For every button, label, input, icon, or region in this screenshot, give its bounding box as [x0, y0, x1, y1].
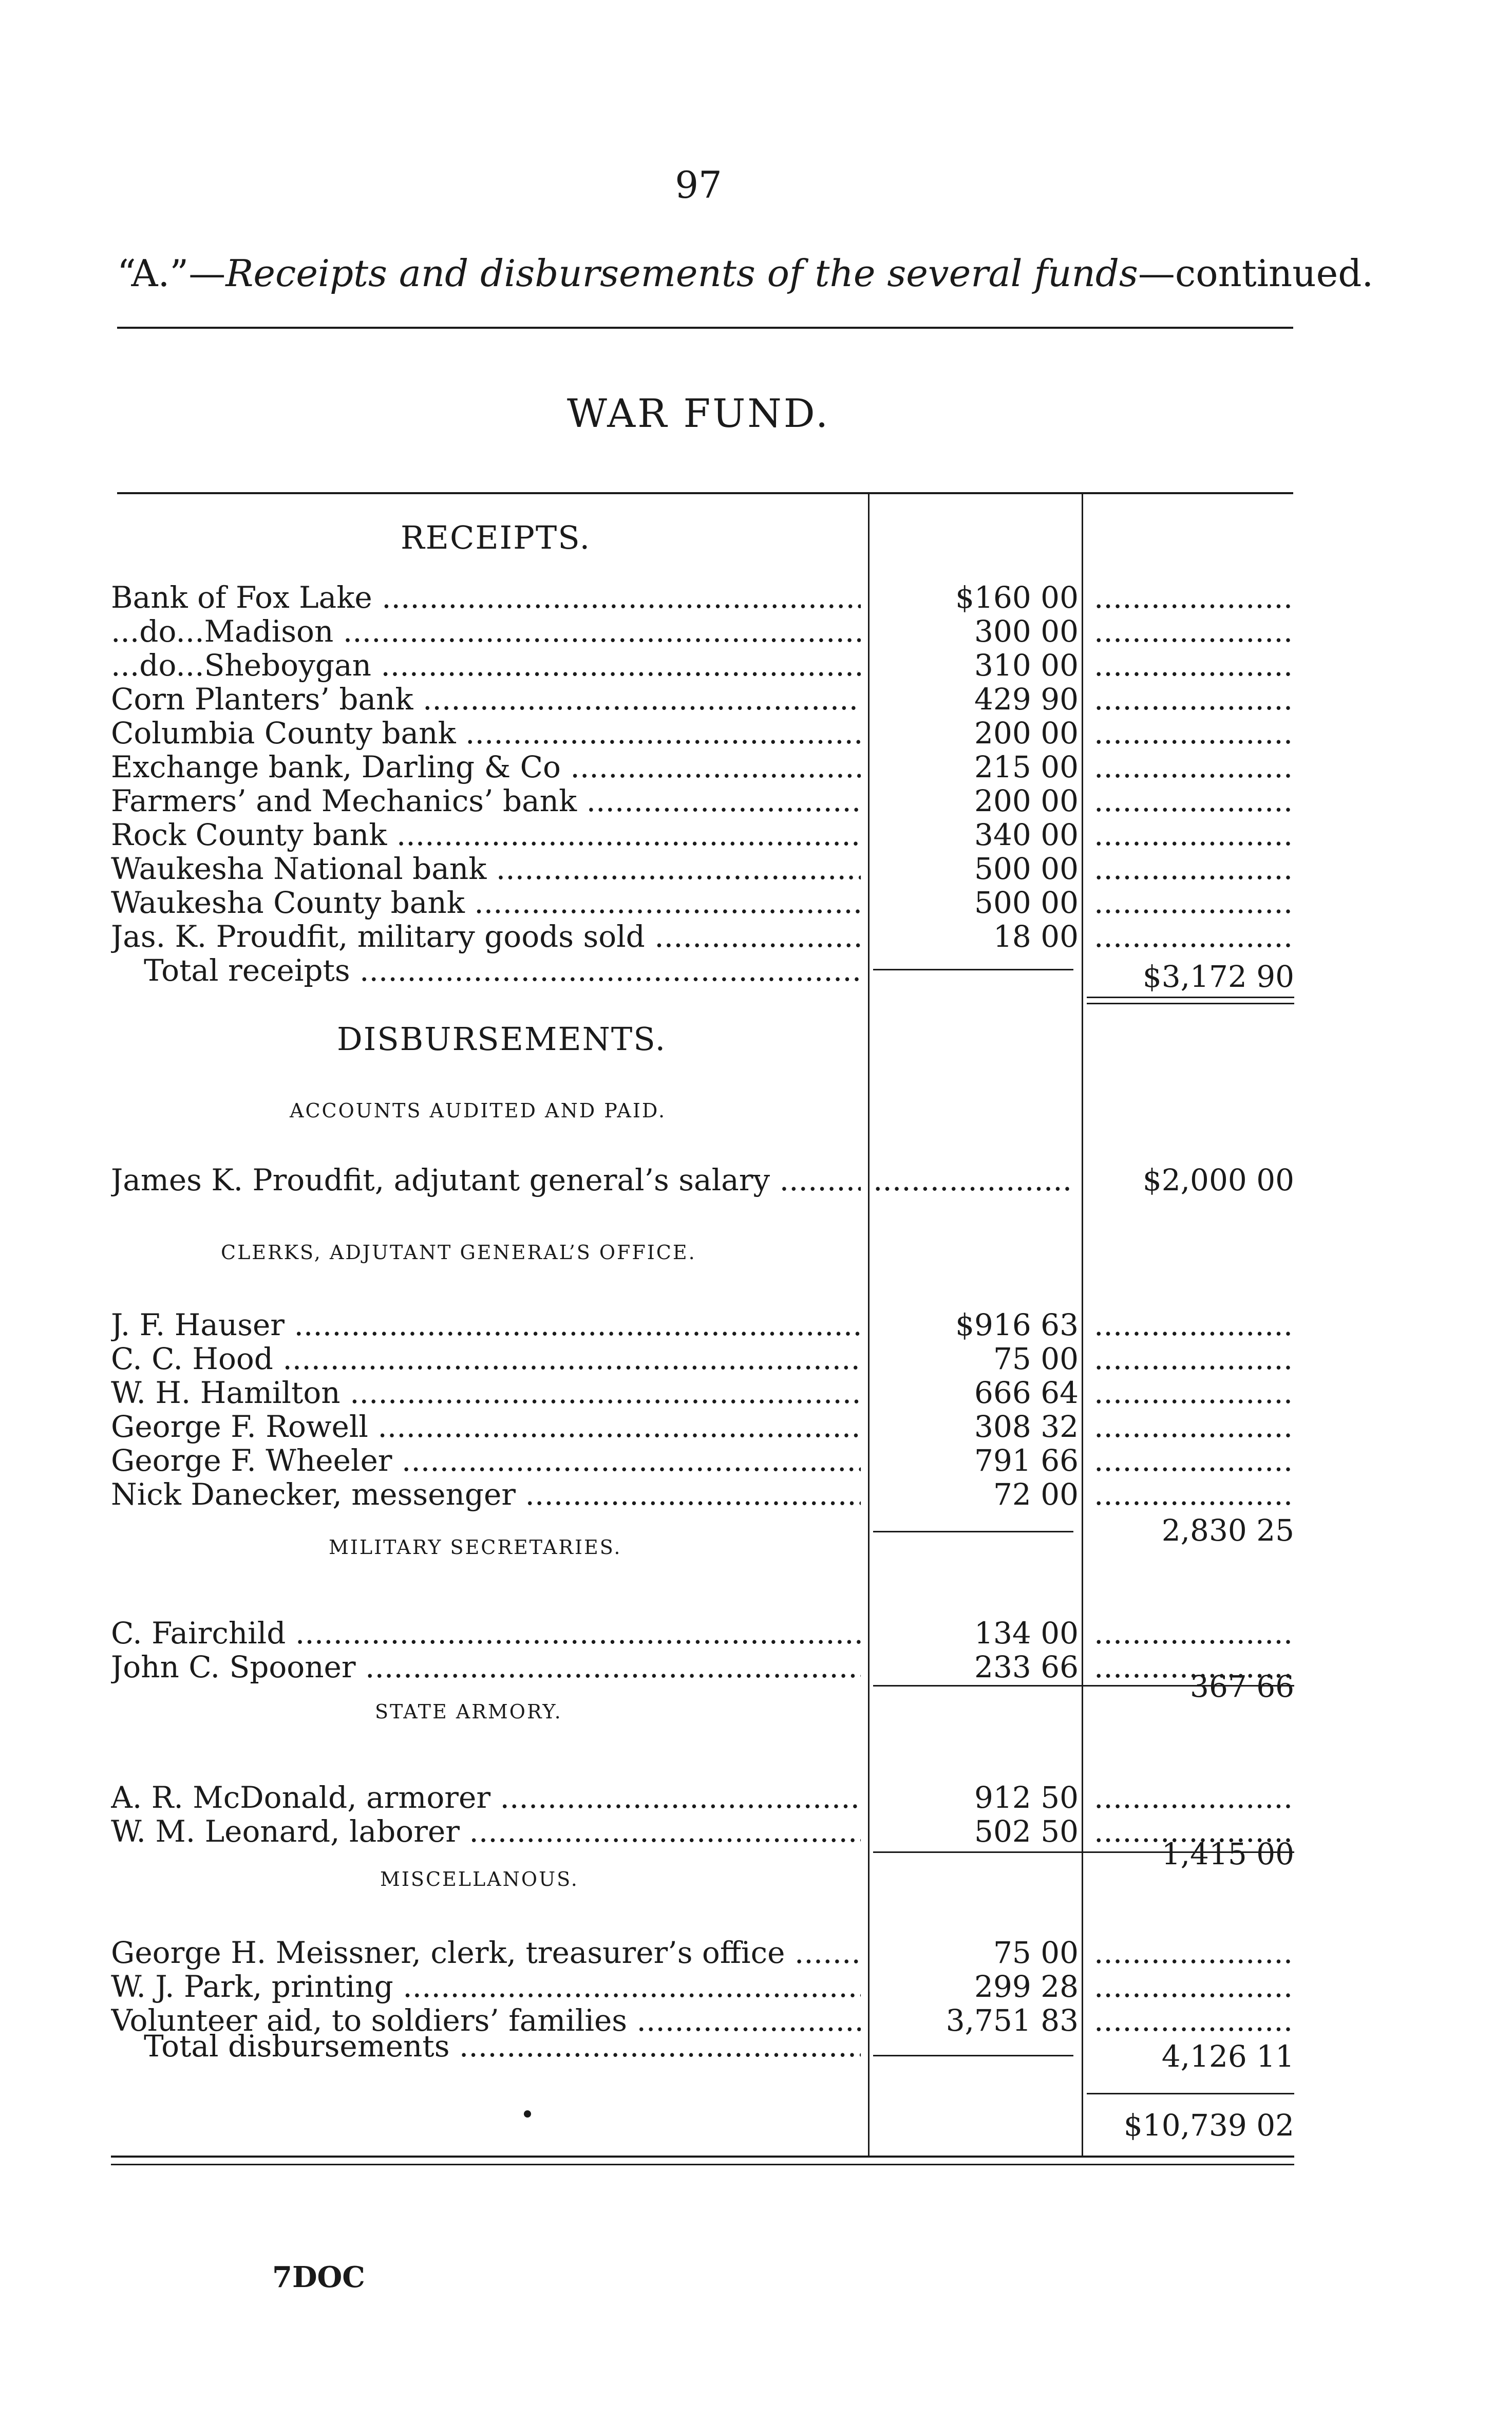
column-line-left: [868, 493, 870, 2158]
salary-row-dots: [873, 1163, 1073, 1197]
total-receipts-label: Total receipts .....: [144, 953, 861, 987]
misc-row-dots: [1094, 1970, 1294, 2003]
clerks-row-dots: [1094, 1376, 1294, 1410]
receipts-row-dots: [1094, 852, 1294, 886]
receipts-row-label: Waukesha National bank .....: [111, 852, 861, 886]
military-row-amount: 134 00: [974, 1616, 1079, 1651]
misc-row-label: George H. Meissner, clerk, treasurer’s office .....: [111, 1936, 861, 1970]
receipts-row-amount: 215 00: [974, 750, 1079, 784]
armory-subtotal: 1,415 00: [1161, 1837, 1294, 1871]
grand-total-amount: $10,739 02: [1123, 2108, 1294, 2143]
column-line-middle: [1082, 493, 1083, 2158]
running-head-prefix: “A.”—: [117, 252, 226, 295]
misc-row-label: Volunteer aid, to soldiers’ families .....: [111, 2003, 861, 2037]
running-head: [117, 252, 1374, 295]
clerks-row-label: W. H. Hamilton .....: [111, 1376, 861, 1410]
receipts-row-dots: [1094, 886, 1294, 920]
armory-heading: STATE ARMORY.: [375, 1700, 562, 1723]
misc-row-dots: [1094, 2003, 1294, 2037]
clerks-row-label: George F. Wheeler .....: [111, 1444, 861, 1477]
receipts-row-dots: [1094, 682, 1294, 716]
top-rule: [117, 327, 1293, 329]
military-row-dots: [1094, 1616, 1294, 1650]
clerks-row-amount: $916 63: [955, 1307, 1079, 1342]
clerks-row-label: J. F. Hauser .....: [111, 1308, 861, 1342]
receipts-row-dots: [1094, 716, 1294, 750]
receipts-row-dots: [1094, 920, 1294, 953]
table-top-rule: [117, 492, 1293, 494]
clerks-row-dots: [1094, 1477, 1294, 1511]
receipts-row-label: Jas. K. Proudfit, military goods sold .....: [111, 920, 861, 953]
clerks-heading: CLERKS, ADJUTANT GENERAL’S OFFICE.: [221, 1241, 696, 1264]
military-heading: MILITARY SECRETARIES.: [329, 1536, 622, 1559]
fund-title: WAR FUND.: [566, 390, 830, 436]
page-number: 97: [675, 163, 722, 207]
clerks-row-dots: [1094, 1308, 1294, 1342]
clerks-row-amount: 72 00: [993, 1477, 1079, 1512]
clerks-row-dots: [1094, 1342, 1294, 1376]
clerks-row-amount: 75 00: [993, 1341, 1079, 1376]
receipts-row-amount: 310 00: [974, 648, 1079, 683]
disbursements-heading: DISBURSEMENTS.: [337, 1020, 667, 1058]
total-disbursements-amount: 4,126 11: [1161, 2039, 1294, 2074]
armory-row-amount: 502 50: [974, 1814, 1079, 1849]
military-subtotal: 367 66: [1190, 1669, 1294, 1704]
clerks-row-dots: [1094, 1444, 1294, 1477]
clerks-row-dots: [1094, 1410, 1294, 1444]
clerks-subtotal: 2,830 25: [1161, 1513, 1294, 1548]
clerks-row-label: Nick Danecker, messenger .....: [111, 1477, 861, 1511]
receipts-row-dots: [1094, 750, 1294, 784]
receipts-row-label: ...do...Sheboygan .....: [111, 648, 861, 682]
misc-row-amount: 3,751 83: [946, 2003, 1079, 2038]
armory-row-label: W. M. Leonard, laborer .....: [111, 1814, 861, 1848]
receipts-row-dots: [1094, 648, 1294, 682]
misc-row-amount: 75 00: [993, 1935, 1079, 1970]
signature-mark: 7DOC: [272, 2260, 365, 2294]
receipts-row-label: ...do...Madison .....: [111, 614, 861, 648]
receipts-row-amount: 500 00: [974, 851, 1079, 886]
armory-row-label: A. R. McDonald, armorer .....: [111, 1781, 861, 1814]
receipts-total-double-rule: [1087, 997, 1294, 998]
receipts-row-label: Rock County bank .....: [111, 818, 861, 852]
misc-heading: MISCELLANOUS.: [380, 1868, 579, 1890]
misc-row-dots: [1094, 1936, 1294, 1970]
armory-row-dots: [1094, 1781, 1294, 1814]
receipts-row-amount: 500 00: [974, 885, 1079, 920]
receipts-row-dots: [1094, 784, 1294, 818]
misc-row-label: W. J. Park, printing .....: [111, 1970, 861, 2003]
armory-row-amount: 912 50: [974, 1780, 1079, 1815]
military-row-amount: 233 66: [974, 1650, 1079, 1684]
total-disbursements-label: Total disbursements .....: [144, 2029, 861, 2063]
running-head-title: Receipts and disbursements of the several funds: [225, 252, 1138, 295]
receipts-row-label: Exchange bank, Darling & Co .....: [111, 750, 861, 784]
receipts-row-amount: 18 00: [993, 919, 1079, 954]
disbursements-sum-rule: [873, 2055, 1073, 2056]
receipts-row-amount: 300 00: [974, 614, 1079, 649]
receipts-row-dots: [1094, 580, 1294, 614]
accounts-audited-heading: ACCOUNTS AUDITED AND PAID.: [290, 1099, 667, 1122]
clerks-row-label: George F. Rowell .....: [111, 1410, 861, 1444]
clerks-row-amount: 791 66: [974, 1443, 1079, 1478]
printer-mark: [524, 2110, 531, 2118]
receipts-row-amount: 200 00: [974, 716, 1079, 751]
grand-total-rule: [1087, 2093, 1294, 2094]
receipts-total-double-rule: [1087, 1003, 1294, 1004]
clerks-sum-rule: [873, 1531, 1073, 1532]
receipts-row-label: Corn Planters’ bank .....: [111, 682, 861, 716]
clerks-row-amount: 666 64: [974, 1375, 1079, 1410]
military-row-label: John C. Spooner .....: [111, 1650, 861, 1684]
total-receipts-amount: $3,172 90: [1142, 959, 1294, 994]
receipts-row-dots: [1094, 818, 1294, 852]
salary-row-amount: $2,000 00: [1142, 1163, 1294, 1197]
receipts-row-amount: 340 00: [974, 817, 1079, 852]
military-row-label: C. Fairchild .....: [111, 1616, 861, 1650]
receipts-row-label: Farmers’ and Mechanics’ bank .....: [111, 784, 861, 818]
receipts-row-amount: $160 00: [955, 580, 1079, 615]
clerks-row-amount: 308 32: [974, 1409, 1079, 1444]
bottom-rule-1: [111, 2156, 1294, 2158]
receipts-row-amount: 429 90: [974, 682, 1079, 717]
bottom-rule-2: [111, 2164, 1294, 2165]
receipts-row-label: Columbia County bank .....: [111, 716, 861, 750]
misc-row-amount: 299 28: [974, 1969, 1079, 2004]
running-head-suffix: —continued.: [1138, 252, 1374, 295]
clerks-row-label: C. C. Hood .....: [111, 1342, 861, 1376]
receipts-row-amount: 200 00: [974, 783, 1079, 818]
receipts-sum-rule: [873, 969, 1073, 970]
receipts-row-dots: [1094, 614, 1294, 648]
salary-row-label: James K. Proudfit, adjutant general’s salary .....: [111, 1163, 861, 1197]
receipts-heading: RECEIPTS.: [401, 519, 591, 556]
receipts-row-label: Waukesha County bank .....: [111, 886, 861, 920]
receipts-row-label: Bank of Fox Lake .....: [111, 580, 861, 614]
